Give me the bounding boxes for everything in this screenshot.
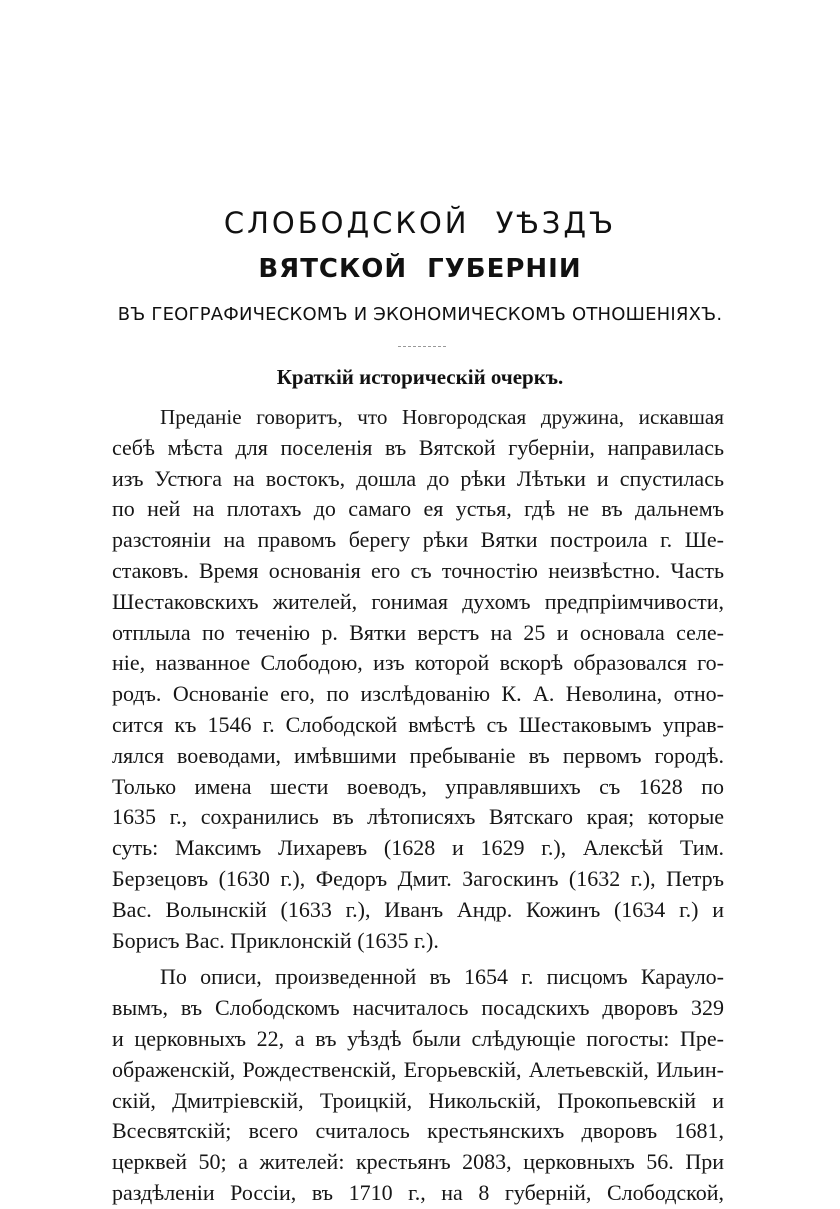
text-line: стаковъ. Время основанія его съ точностію неизвѣстно. Часть [112,557,724,583]
page-description: ВЪ ГЕОГРАФИЧЕСКОМЪ И ЭКОНОМИЧЕСКОМЪ ОТНОШЕНІЯХЪ. [117,304,723,325]
text-line: Борисъ Вас. Приклонскій (1635 г.). [112,927,439,953]
text-line: Берзецовъ (1630 г.), Федоръ Дмит. Загоскинъ (1632 г.), Петръ [112,865,724,891]
text-line: родъ. Основаніе его, по изслѣдованію К. А. Неволина, отно- [112,681,724,707]
text-line: и церковныхъ 22, а въ уѣздѣ были слѣдующіе погосты: Пре- [112,1025,724,1051]
text-line: Вас. Волынскій (1633 г.), Иванъ Андр. Кожинъ (1634 г.) и [112,896,724,922]
text-line: по ней на плотахъ до самаго ея устья, гдѣ не въ дальнемъ [112,496,724,522]
text-line: разстояніи на правомъ берегу рѣки Вятки построила г. Ше- [112,527,724,553]
paragraph-2 [112,962,724,1208]
text-line: ображенскій, Рождественскій, Егорьевскій, Алетьевскій, Ильин- [112,1056,724,1082]
text-line: суть: Максимъ Лихаревъ (1628 и 1629 г.), Алексѣй Тим. [112,835,724,861]
text-line: Всесвятскій; всего считалось крестьянскихъ дворовъ 1681, [112,1118,724,1144]
page-title: СЛОБОДСКОЙ УѢЗДЪ [223,206,617,240]
text-line: ніе, названное Слободою, изъ которой вскорѣ образовался го- [112,650,724,676]
page-subtitle: ВЯТСКОЙ ГУБЕРНІИ [258,254,582,284]
text-line: сится къ 1546 г. Слободской вмѣстѣ съ Шестаковымъ управ- [112,711,724,737]
paragraph-1 [112,402,724,956]
text-line: раздѣленіи Россіи, въ 1710 г., на 8 губерній, Слободской, [112,1179,724,1205]
text-line: Шестаковскихъ жителей, гонимая духомъ предпріимчивости, [112,588,724,614]
text-line: себѣ мѣста для поселенія въ Вятской губерніи, направилась [112,434,724,460]
text-line: вымъ, въ Слободскомъ насчиталось посадскихъ дворовъ 329 [112,995,724,1021]
text-line: По описи, произведенной въ 1654 г. писцомъ Караулo- [160,964,724,990]
body-text [112,402,724,1209]
section-heading: Краткій историческій очеркъ. [276,365,564,389]
text-line: Только имена шести воеводъ, управлявшихъ съ 1628 по [112,773,724,799]
text-line: лялся воеводами, имѣвшими пребываніе въ первомъ городѣ. [112,742,724,768]
text-line: 1635 г., сохранились въ лѣтописяхъ Вятскаго края; которые [112,804,724,830]
text-line: Преданіе говоритъ, что Новгородская дружина, искавшая [160,405,724,429]
text-line: скій, Дмитріевскій, Троицкій, Никольскій, Прокопьевскій и [112,1087,724,1113]
text-line: церквей 50; а жителей: крестьянъ 2083, церковныхъ 56. При [112,1149,724,1175]
text-line: изъ Устюга на востокъ, дошла до рѣки Лѣтьки и спустилась [112,465,724,491]
text-line: отплыла по теченію р. Вятки верстъ на 25 и основала селе- [112,619,724,645]
title-divider [398,346,446,347]
